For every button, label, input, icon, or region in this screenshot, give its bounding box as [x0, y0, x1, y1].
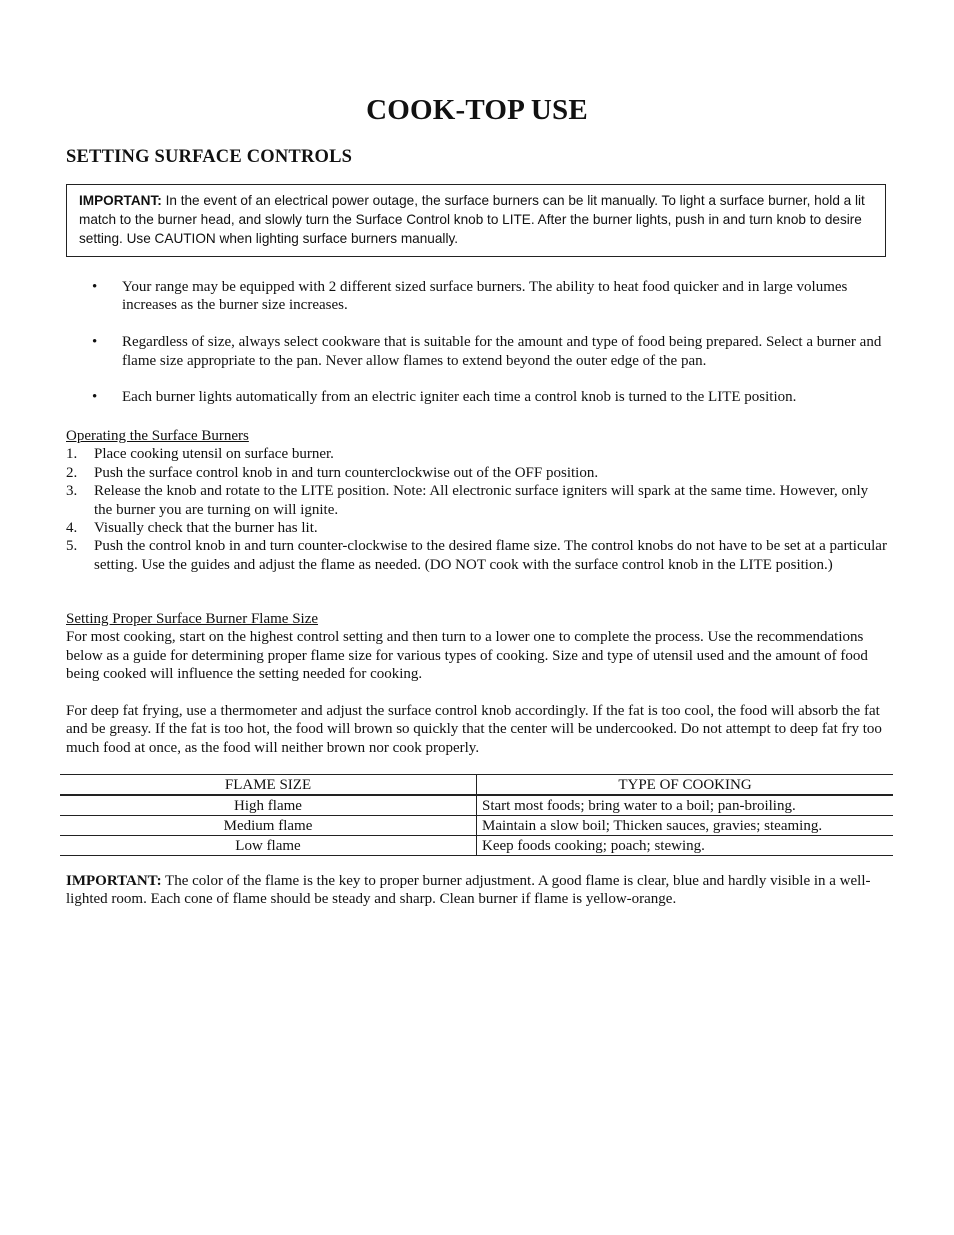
bullet-icon: •	[92, 389, 98, 406]
bullet-item	[66, 333, 888, 370]
bullet-item	[66, 278, 888, 315]
step-text: Visually check that the burner has lit.	[94, 520, 318, 537]
table-row	[60, 816, 893, 836]
important-note-text: The color of the flame is the key to proper burner adjustment. A good flame is clear, blue and hardly visible in a well-lighted room. Each cone of flame should be steady and sharp. Clean burner if flame is yellow-orange.	[66, 873, 871, 908]
operating-heading: Operating the Surface Burners	[66, 428, 249, 444]
important-notice-box	[66, 184, 886, 257]
step-item	[66, 537, 888, 574]
deep-fry-paragraph: For deep fat frying, use a thermometer and adjust the surface control knob accordingly. If the fat is too cool, the food will absorb the fat and be greasy. If the fat is too hot, the food will brown so quickly that the center will be undercooked. Do not attempt to deep fat fry too much food at once, as the food will neither brown nor cook properly.	[66, 703, 882, 756]
table-row	[60, 836, 893, 856]
step-item	[66, 519, 888, 537]
flame-size-section	[66, 610, 888, 757]
step-number: 1.	[66, 446, 78, 463]
table-header-type-of-cooking: TYPE OF COOKING	[477, 775, 894, 796]
flame-size-heading: Setting Proper Surface Burner Flame Size	[66, 611, 319, 627]
table-row	[60, 795, 893, 816]
step-item	[66, 464, 888, 482]
table-header-row	[60, 775, 893, 796]
step-number: 5.	[66, 538, 78, 555]
flame-size-table	[60, 774, 893, 856]
bullet-icon: •	[92, 279, 98, 295]
section-title: SETTING SURFACE CONTROLS	[66, 147, 353, 167]
step-item	[66, 482, 888, 519]
step-text: Release the knob and rotate to the LITE position. Note: All electronic surface igniters will spark at the same time. However, only the burner you are turning on will ignite.	[94, 483, 869, 518]
step-number: 3.	[66, 483, 78, 500]
step-text: Push the surface control knob in and turn counterclockwise out of the OFF position.	[94, 464, 599, 481]
table-cell-type: Start most foods; bring water to a boil; pan-broiling.	[477, 795, 894, 816]
table-cell-flame-size: Medium flame	[60, 816, 477, 836]
step-text: Place cooking utensil on surface burner.	[94, 446, 334, 463]
bullet-item	[66, 388, 888, 406]
table-header-flame-size: FLAME SIZE	[60, 775, 477, 796]
bullet-text: Your range may be equipped with 2 different sized surface burners. The ability to heat food quicker and in large volumes increases as the burner size increases.	[122, 279, 848, 314]
step-text: Push the control knob in and turn counter-clockwise to the desired flame size. The control knobs do not have to be set at a particular setting. Use the guides and adjust the flame as needed. (DO NOT cook with the surface control knob in the LITE position.)	[94, 538, 887, 573]
important-text: In the event of an electrical power outage, the surface burners can be lit manually. To light a surface burner, hold a lit match to the burner head, and slowly turn the Surface Control knob to LITE. After the burner lights, push in and turn knob to desire setting. Use CAUTION when lighting surface burners manually.	[79, 193, 865, 246]
operating-section	[66, 427, 888, 574]
flame-size-paragraph: For most cooking, start on the highest control setting and then turn to a lower one to complete the process. Use the recommendations below as a guide for determining proper flame size for various types of cooking. Size and type of utensil used and the amount of food being cooked will influence the setting needed for cooking.	[66, 629, 868, 683]
important-note	[66, 872, 888, 909]
important-note-label: IMPORTANT:	[66, 873, 162, 889]
operating-steps	[66, 445, 888, 574]
bullet-text: Regardless of size, always select cookware that is suitable for the amount and type of food being prepared. Select a burner and flame size appropriate to the pan. Never allow flames to extend beyond the outer edge of the pan.	[122, 334, 882, 369]
bullet-list	[66, 278, 888, 425]
table-cell-type: Maintain a slow boil; Thicken sauces, gravies; steaming.	[477, 816, 894, 836]
page-title: COOK-TOP USE	[366, 94, 588, 126]
bullet-text: Each burner lights automatically from an electric igniter each time a control knob is turned to the LITE position.	[122, 389, 797, 406]
table-cell-flame-size: High flame	[60, 795, 477, 816]
bullet-icon: •	[92, 334, 98, 351]
table-cell-flame-size: Low flame	[60, 836, 477, 856]
step-number: 2.	[66, 464, 78, 481]
step-item	[66, 445, 888, 463]
table-cell-type: Keep foods cooking; poach; stewing.	[477, 836, 894, 856]
step-number: 4.	[66, 520, 78, 537]
important-label: IMPORTANT:	[79, 193, 162, 208]
